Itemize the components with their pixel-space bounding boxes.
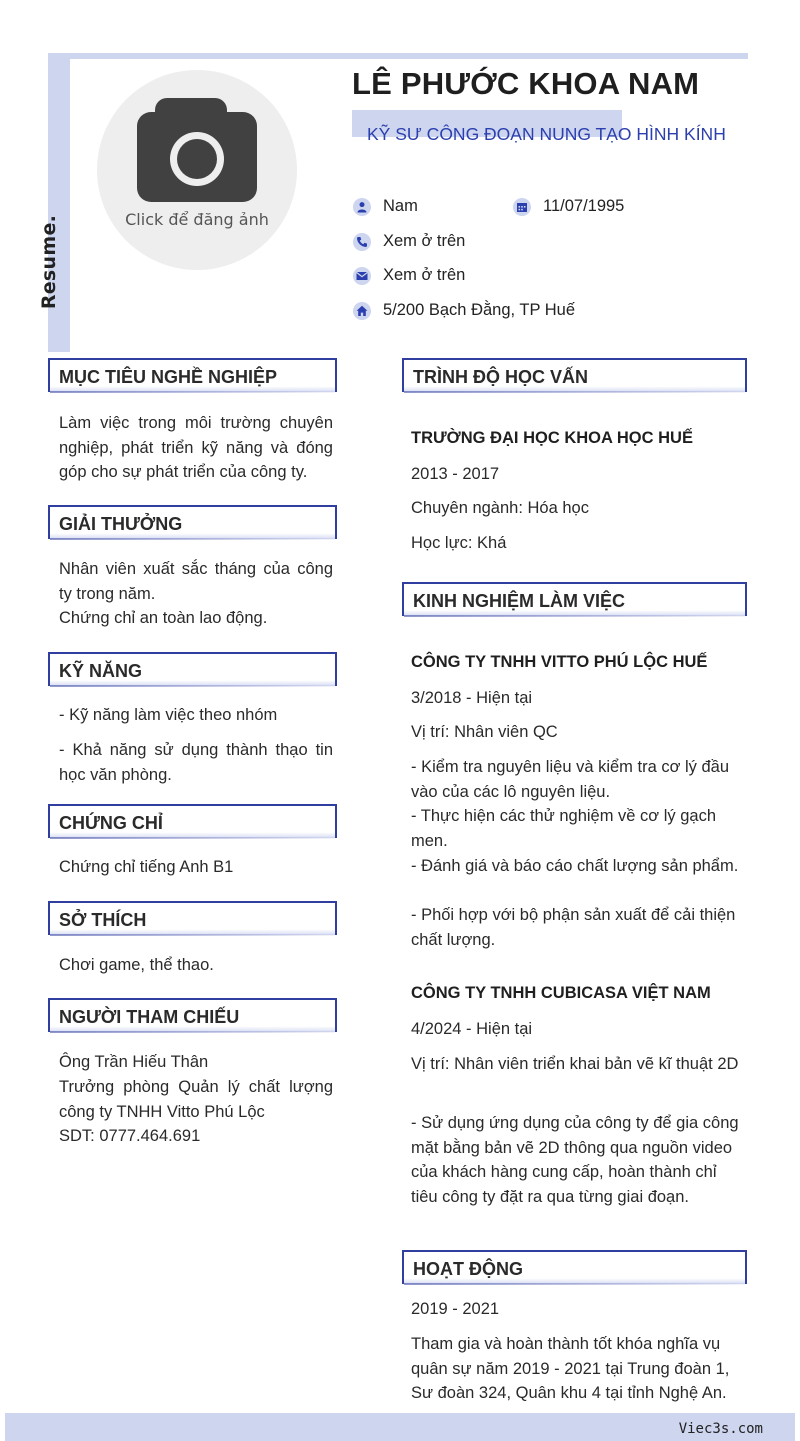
section-experience-heading	[402, 582, 747, 616]
activities-text: Tham gia và hoàn thành tốt khóa nghĩa vụ quân sự năm 2019 - 2021 tại Trung đoàn 1, Sư đoàn 324, Quân khu 4 tại tỉnh Nghệ An.	[411, 1335, 730, 1403]
section-activities-title: HOẠT ĐỘNG	[413, 1259, 523, 1279]
contact-email	[353, 266, 465, 285]
contact-address	[353, 301, 575, 320]
email-value: Xem ở trên	[383, 266, 466, 284]
job1-duty: - Phối hợp với bộ phận sản xuất để cải thiện chất lượng.	[411, 906, 736, 949]
certificates-text: Chứng chỉ tiếng Anh B1	[59, 858, 234, 876]
objective-text: Làm việc trong môi trường chuyên nghiệp, phát triển kỹ năng và đóng góp cho sự phát triển của công ty.	[59, 414, 333, 482]
references-line-1: Ông Trần Hiếu Thân	[59, 1053, 209, 1071]
home-icon	[353, 302, 371, 320]
resume-label: Resume.	[38, 214, 60, 310]
section-references-title: NGƯỜI THAM CHIẾU	[59, 1007, 240, 1027]
section-skills-heading	[48, 652, 337, 686]
references-line-3: SDT: 0777.464.691	[59, 1127, 201, 1145]
job2-period: 4/2024 - Hiện tại	[411, 1020, 533, 1038]
job2-company: CÔNG TY TNHH CUBICASA VIỆT NAM	[411, 984, 711, 1002]
contact-phone	[353, 232, 465, 251]
phone-value: Xem ở trên	[383, 232, 466, 250]
candidate-name: LÊ PHƯỚC KHOA NAM	[352, 66, 700, 101]
birthday-value: 11/07/1995	[543, 197, 625, 215]
footer-bar	[5, 1413, 795, 1441]
section-awards-heading	[48, 505, 337, 539]
section-hobbies-heading	[48, 901, 337, 935]
job2-duty: - Sử dụng ứng dụng của công ty để gia công mặt bằng bản vẽ 2D thông qua nguồn video của khách hàng cung cấp, hoàn thành chỉ tiêu công ty đặt ra qua từng giai đoạn.	[411, 1114, 739, 1207]
gender-value: Nam	[383, 197, 418, 215]
job1-company: CÔNG TY TNHH VITTO PHÚ LỘC HUẾ	[411, 653, 708, 671]
job1-duty: - Đánh giá và báo cáo chất lượng sản phẩm.	[411, 857, 739, 875]
education-grade: Học lực: Khá	[411, 534, 507, 552]
awards-line-2: Chứng chỉ an toàn lao động.	[59, 609, 268, 627]
calendar-icon	[513, 198, 531, 216]
camera-icon	[137, 98, 257, 204]
contact-birthday	[513, 197, 624, 216]
contact-gender	[353, 197, 418, 216]
awards-line-1: Nhân viên xuất sắc tháng của công ty trong năm.	[59, 560, 333, 603]
section-references-heading	[48, 998, 337, 1032]
section-skills-title: KỸ NĂNG	[59, 661, 143, 681]
job1-duty: - Kiểm tra nguyên liệu và kiểm tra cơ lý đầu vào của các lô nguyên liệu.	[411, 758, 730, 801]
user-icon	[353, 198, 371, 216]
photo-upload-label: Click để đăng ảnh	[125, 210, 269, 229]
mail-icon	[353, 267, 371, 285]
job1-duty: - Thực hiện các thử nghiệm về cơ lý gạch men.	[411, 807, 716, 850]
address-value: 5/200 Bạch Đằng, TP Huế	[383, 301, 576, 319]
section-education-title: TRÌNH ĐỘ HỌC VẤN	[413, 367, 588, 387]
section-certificates-heading	[48, 804, 337, 838]
activities-period: 2019 - 2021	[411, 1300, 500, 1318]
hobbies-text: Chơi game, thể thao.	[59, 956, 214, 974]
education-period: 2013 - 2017	[411, 465, 500, 483]
section-education-heading	[402, 358, 747, 392]
education-school: TRƯỜNG ĐẠI HỌC KHOA HỌC HUẾ	[411, 429, 693, 447]
skills-item-2: - Khả năng sử dụng thành thạo tin học văn phòng.	[59, 741, 333, 784]
section-objective-title: MỤC TIÊU NGHỀ NGHIỆP	[59, 367, 278, 387]
top-accent-bar	[48, 53, 748, 59]
phone-icon	[353, 233, 371, 251]
skills-item-1: - Kỹ năng làm việc theo nhóm	[59, 706, 278, 724]
photo-upload[interactable]	[97, 70, 297, 270]
job1-period: 3/2018 - Hiện tại	[411, 689, 533, 707]
section-hobbies-title: SỞ THÍCH	[59, 910, 147, 930]
section-objective-heading	[48, 358, 337, 392]
job-title: KỸ SƯ CÔNG ĐOẠN NUNG TẠO HÌNH KÍNH	[367, 124, 726, 144]
footer-brand[interactable]: Viec3s.com	[678, 1421, 763, 1437]
section-awards-title: GIẢI THƯỞNG	[59, 514, 183, 534]
section-certificates-title: CHỨNG CHỈ	[59, 813, 163, 833]
job1-position: Vị trí: Nhân viên QC	[411, 723, 558, 741]
job2-position: Vị trí: Nhân viên triển khai bản vẽ kĩ thuật 2D	[411, 1055, 739, 1073]
section-experience-title: KINH NGHIỆM LÀM VIỆC	[413, 591, 626, 611]
section-activities-heading	[402, 1250, 747, 1284]
references-line-2: Trưởng phòng Quản lý chất lượng công ty TNHH Vitto Phú Lộc	[59, 1078, 333, 1121]
education-major: Chuyên ngành: Hóa học	[411, 499, 589, 517]
